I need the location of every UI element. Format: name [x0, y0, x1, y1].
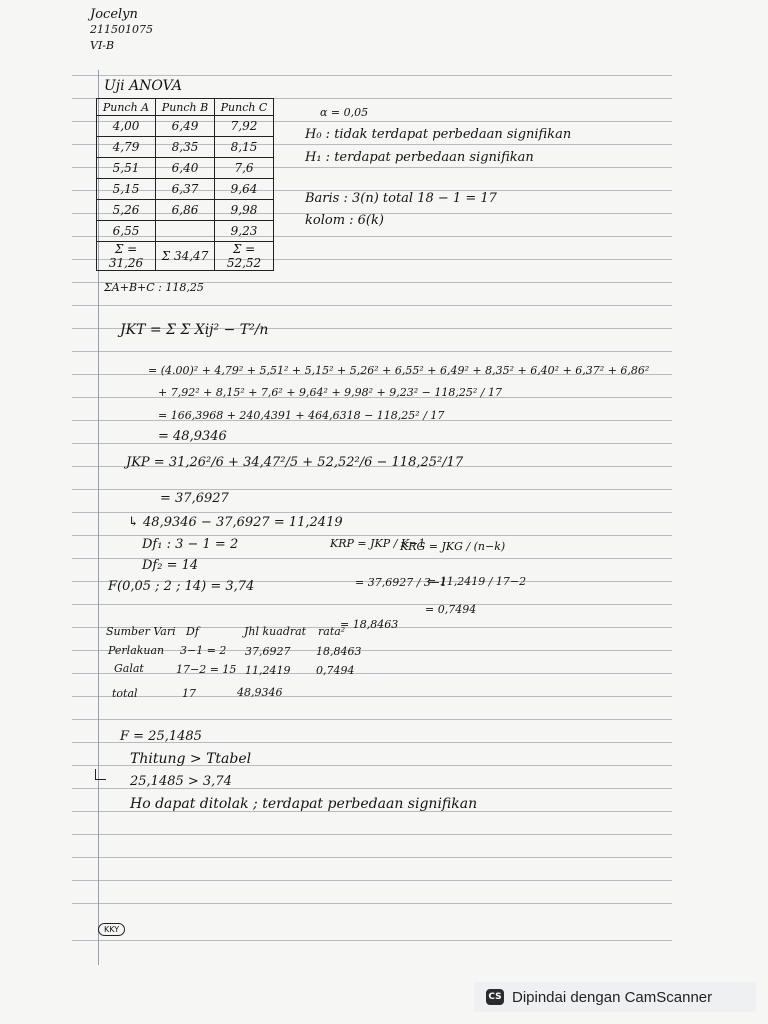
summary-cell: 3−1 = 2: [180, 644, 227, 657]
krg-formula: KRG = JKG / (n−k): [400, 540, 506, 553]
compare-values: 25,1485 > 3,74: [130, 774, 232, 789]
df2: Df₂ = 14: [142, 558, 199, 573]
table-cell: 9,64: [215, 179, 274, 200]
table-sum: Σ = 52,52: [215, 242, 274, 271]
jkt-line-2: + 7,92² + 8,15² + 7,6² + 9,64² + 9,98² + 9,23² − 118,25² / 17: [158, 386, 502, 399]
table-cell: 5,26: [97, 200, 156, 221]
h1-statement: H₁ : terdapat perbedaan signifikan: [305, 150, 534, 165]
table-sum: Σ 34,47: [156, 242, 215, 271]
table-row: [97, 158, 274, 179]
summary-cell: 11,2419: [245, 664, 291, 677]
student-name: Jocelyn: [90, 7, 138, 22]
ruled-line: [72, 696, 672, 697]
table-cell: 6,86: [156, 200, 215, 221]
jkp-result: = 37,6927: [160, 491, 229, 506]
student-class: VI-B: [90, 39, 115, 52]
f-value: F = 25,1485: [120, 729, 202, 744]
jkg-calc: ↳ 48,9346 − 37,6927 = 11,2419: [128, 515, 343, 530]
table-cell: 6,55: [97, 221, 156, 242]
grand-total: ΣA+B+C : 118,25: [104, 281, 204, 294]
ruled-line: [72, 604, 672, 605]
table-cell: 4,00: [97, 116, 156, 137]
f-table: F(0,05 ; 2 ; 14) = 3,74: [108, 579, 255, 594]
summary-cell: 0,7494: [316, 664, 355, 677]
summary-header-ms: rata²: [318, 625, 346, 638]
ruled-line: [72, 940, 672, 941]
compare-statement: Thitung > Ttabel: [130, 751, 252, 767]
table-cell: 5,51: [97, 158, 156, 179]
jkt-formula: JKT = Σ Σ Xij² − T²/n: [120, 322, 269, 338]
baris-count: Baris : 3(n) total 18 − 1 = 17: [305, 191, 497, 206]
jkp-formula: JKP = 31,26²/6 + 34,47²/5 + 52,52²/6 − 118,25²/17: [126, 455, 464, 470]
df1: Df₁ : 3 − 1 = 2: [142, 537, 239, 552]
camscanner-logo-icon: CS: [486, 989, 504, 1005]
student-id: 211501075: [90, 23, 153, 36]
table-cell: 9,98: [215, 200, 274, 221]
summary-header-ss: Jhl kuadrat: [244, 625, 307, 638]
summary-cell: Galat: [114, 662, 144, 675]
table-sum-row: [97, 242, 274, 271]
table-cell: 7,92: [215, 116, 274, 137]
alpha: α = 0,05: [320, 106, 369, 119]
table-row: [97, 137, 274, 158]
h0-statement: H₀ : tidak terdapat perbedaan signifikan: [305, 127, 572, 142]
table-cell: 6,40: [156, 158, 215, 179]
table-header: Punch C: [215, 99, 274, 116]
summary-cell: 18,8463: [316, 645, 362, 658]
arrow-mark: [95, 769, 106, 780]
decision-statement: Ho dapat ditolak ; terdapat perbedaan signifikan: [130, 796, 478, 812]
summary-cell: total: [112, 687, 138, 700]
summary-cell: 17−2 = 15: [176, 663, 237, 676]
krp-result: = 18,8463: [340, 618, 399, 631]
ruled-line: [72, 903, 672, 904]
krg-calc: = 11,2419 / 17−2: [427, 575, 527, 588]
summary-header-df: Df: [186, 625, 199, 638]
page-title: Uji ANOVA: [104, 78, 182, 94]
table-row: [97, 200, 274, 221]
camscanner-footer: [474, 982, 756, 1012]
table-sum: Σ = 31,26: [97, 242, 156, 271]
ruled-line: [72, 673, 672, 674]
summary-cell: 48,9346: [237, 686, 283, 699]
table-cell: 9,23: [215, 221, 274, 242]
krp-calc: = 37,6927 / 3−1: [355, 576, 448, 589]
table-row: [97, 221, 274, 242]
krg-result: = 0,7494: [425, 603, 477, 616]
table-row: [97, 116, 274, 137]
table-row: [97, 179, 274, 200]
table-cell: 6,37: [156, 179, 215, 200]
table-cell: 4,79: [97, 137, 156, 158]
ruled-line: [72, 512, 672, 513]
table-cell: 8,15: [215, 137, 274, 158]
ruled-line: [72, 305, 672, 306]
table-cell: 6,49: [156, 116, 215, 137]
table-cell: 8,35: [156, 137, 215, 158]
summary-cell: Perlakuan: [108, 644, 165, 657]
ruled-line: [72, 75, 672, 76]
table-cell: [156, 221, 215, 242]
ruled-line: [72, 351, 672, 352]
ruled-line: [72, 880, 672, 881]
stamp: KKY: [98, 923, 125, 936]
jkt-line-3: = 166,3968 + 240,4391 + 464,6318 − 118,25² / 17: [158, 409, 445, 422]
table-cell: 7,6: [215, 158, 274, 179]
summary-header-source: Sumber Vari: [106, 625, 176, 638]
summary-cell: 37,6927: [245, 645, 291, 658]
camscanner-text: Dipindai dengan CamScanner: [512, 989, 713, 1006]
jkt-line-1: = (4.00)² + 4,79² + 5,51² + 5,15² + 5,26² + 6,55² + 6,49² + 8,35² + 6,40² + 6,37² + 6,86²: [148, 364, 650, 377]
kolom-count: kolom : 6(k): [305, 213, 384, 228]
ruled-line: [72, 834, 672, 835]
ruled-line: [72, 535, 672, 536]
jkt-result: = 48,9346: [158, 429, 227, 444]
summary-cell: 17: [182, 687, 196, 700]
ruled-line: [72, 857, 672, 858]
table-header: Punch B: [156, 99, 215, 116]
krp-formula: KRP = JKP / K−1: [330, 537, 426, 550]
table-cell: 5,15: [97, 179, 156, 200]
ruled-line: [72, 489, 672, 490]
ruled-line: [72, 719, 672, 720]
data-table: [96, 98, 274, 271]
table-header: Punch A: [97, 99, 156, 116]
